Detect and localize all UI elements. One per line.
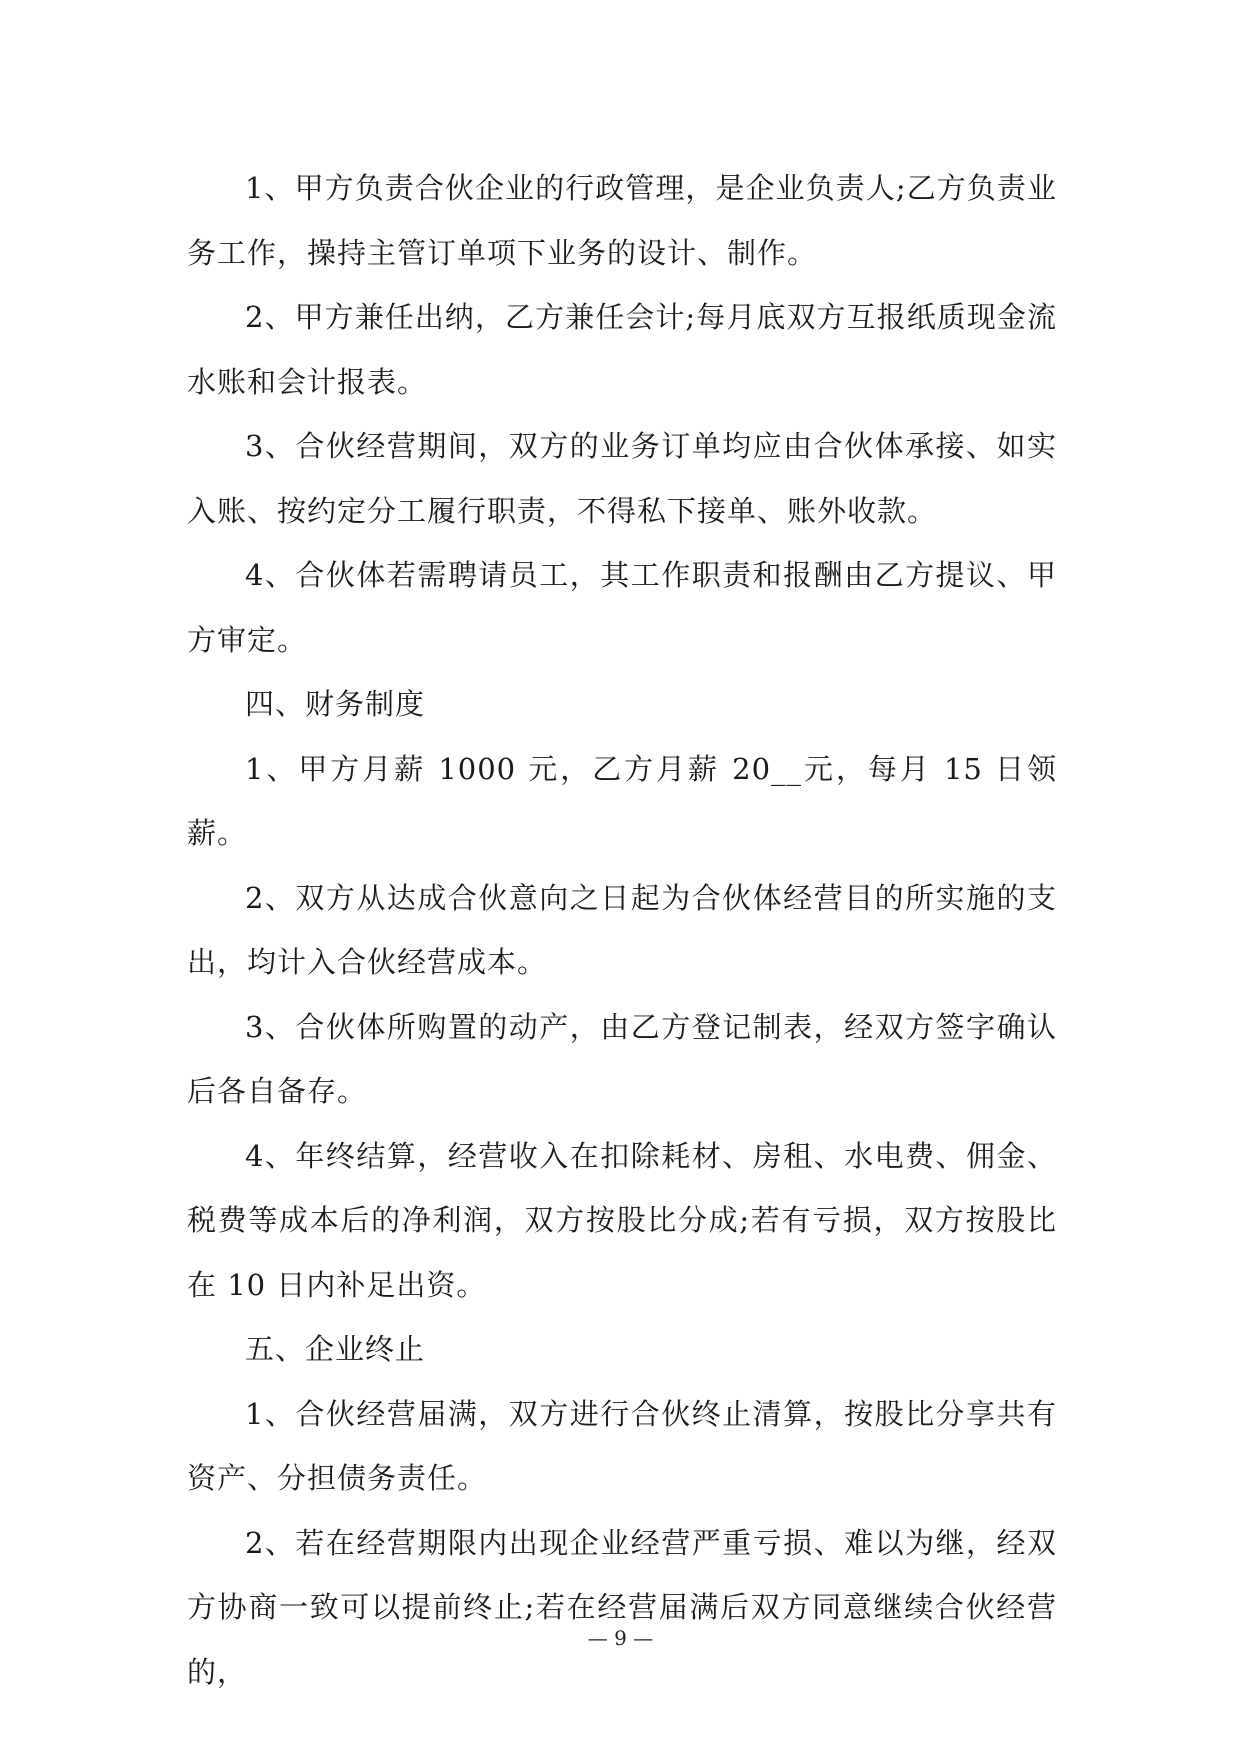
paragraph-duty-1: 1、甲方负责合伙企业的行政管理，是企业负责人;乙方负责业务工作，操持主管订单项下业务的设计、制作。 xyxy=(187,171,1057,270)
section-heading-termination: 五、企业终止 xyxy=(245,1332,426,1366)
paragraph-duty-2: 2、甲方兼任出纳，乙方兼任会计;每月底双方互报纸质现金流水账和会计报表。 xyxy=(187,300,1057,399)
section-heading-finance: 四、财务制度 xyxy=(245,687,426,721)
paragraph-termination-2: 2、若在经营期限内出现企业经营严重亏损、难以为继，经双方协商一致可以提前终止;若在经营届满后双方同意继续合伙经营的， xyxy=(187,1525,1057,1689)
paragraph-finance-4: 4、年终结算，经营收入在扣除耗材、房租、水电费、佣金、税费等成本后的净利润，双方按股比分成;若有亏损，双方按股比在 10 日内补足出资。 xyxy=(187,1138,1057,1302)
paragraph-finance-3: 3、合伙体所购置的动产，由乙方登记制表，经双方签字确认后各自备存。 xyxy=(187,1009,1057,1108)
paragraph-duty-3: 3、合伙经营期间，双方的业务订单均应由合伙体承接、如实入账、按约定分工履行职责，不得私下接单、账外收款。 xyxy=(187,429,1057,528)
paragraph-duty-4: 4、合伙体若需聘请员工，其工作职责和报酬由乙方提议、甲方审定。 xyxy=(187,558,1057,657)
paragraph-finance-2: 2、双方从达成合伙意向之日起为合伙体经营目的所实施的支出，均计入合伙经营成本。 xyxy=(187,880,1057,979)
document-body xyxy=(187,156,1057,1704)
paragraph-finance-1: 1、甲方月薪 1000 元，乙方月薪 20__元，每月 15 日领薪。 xyxy=(187,751,1057,850)
paragraph-termination-1: 1、合伙经营届满，双方进行合伙终止清算，按股比分享共有资产、分担债务责任。 xyxy=(187,1396,1057,1495)
page-number: — 9 — xyxy=(587,1626,654,1650)
